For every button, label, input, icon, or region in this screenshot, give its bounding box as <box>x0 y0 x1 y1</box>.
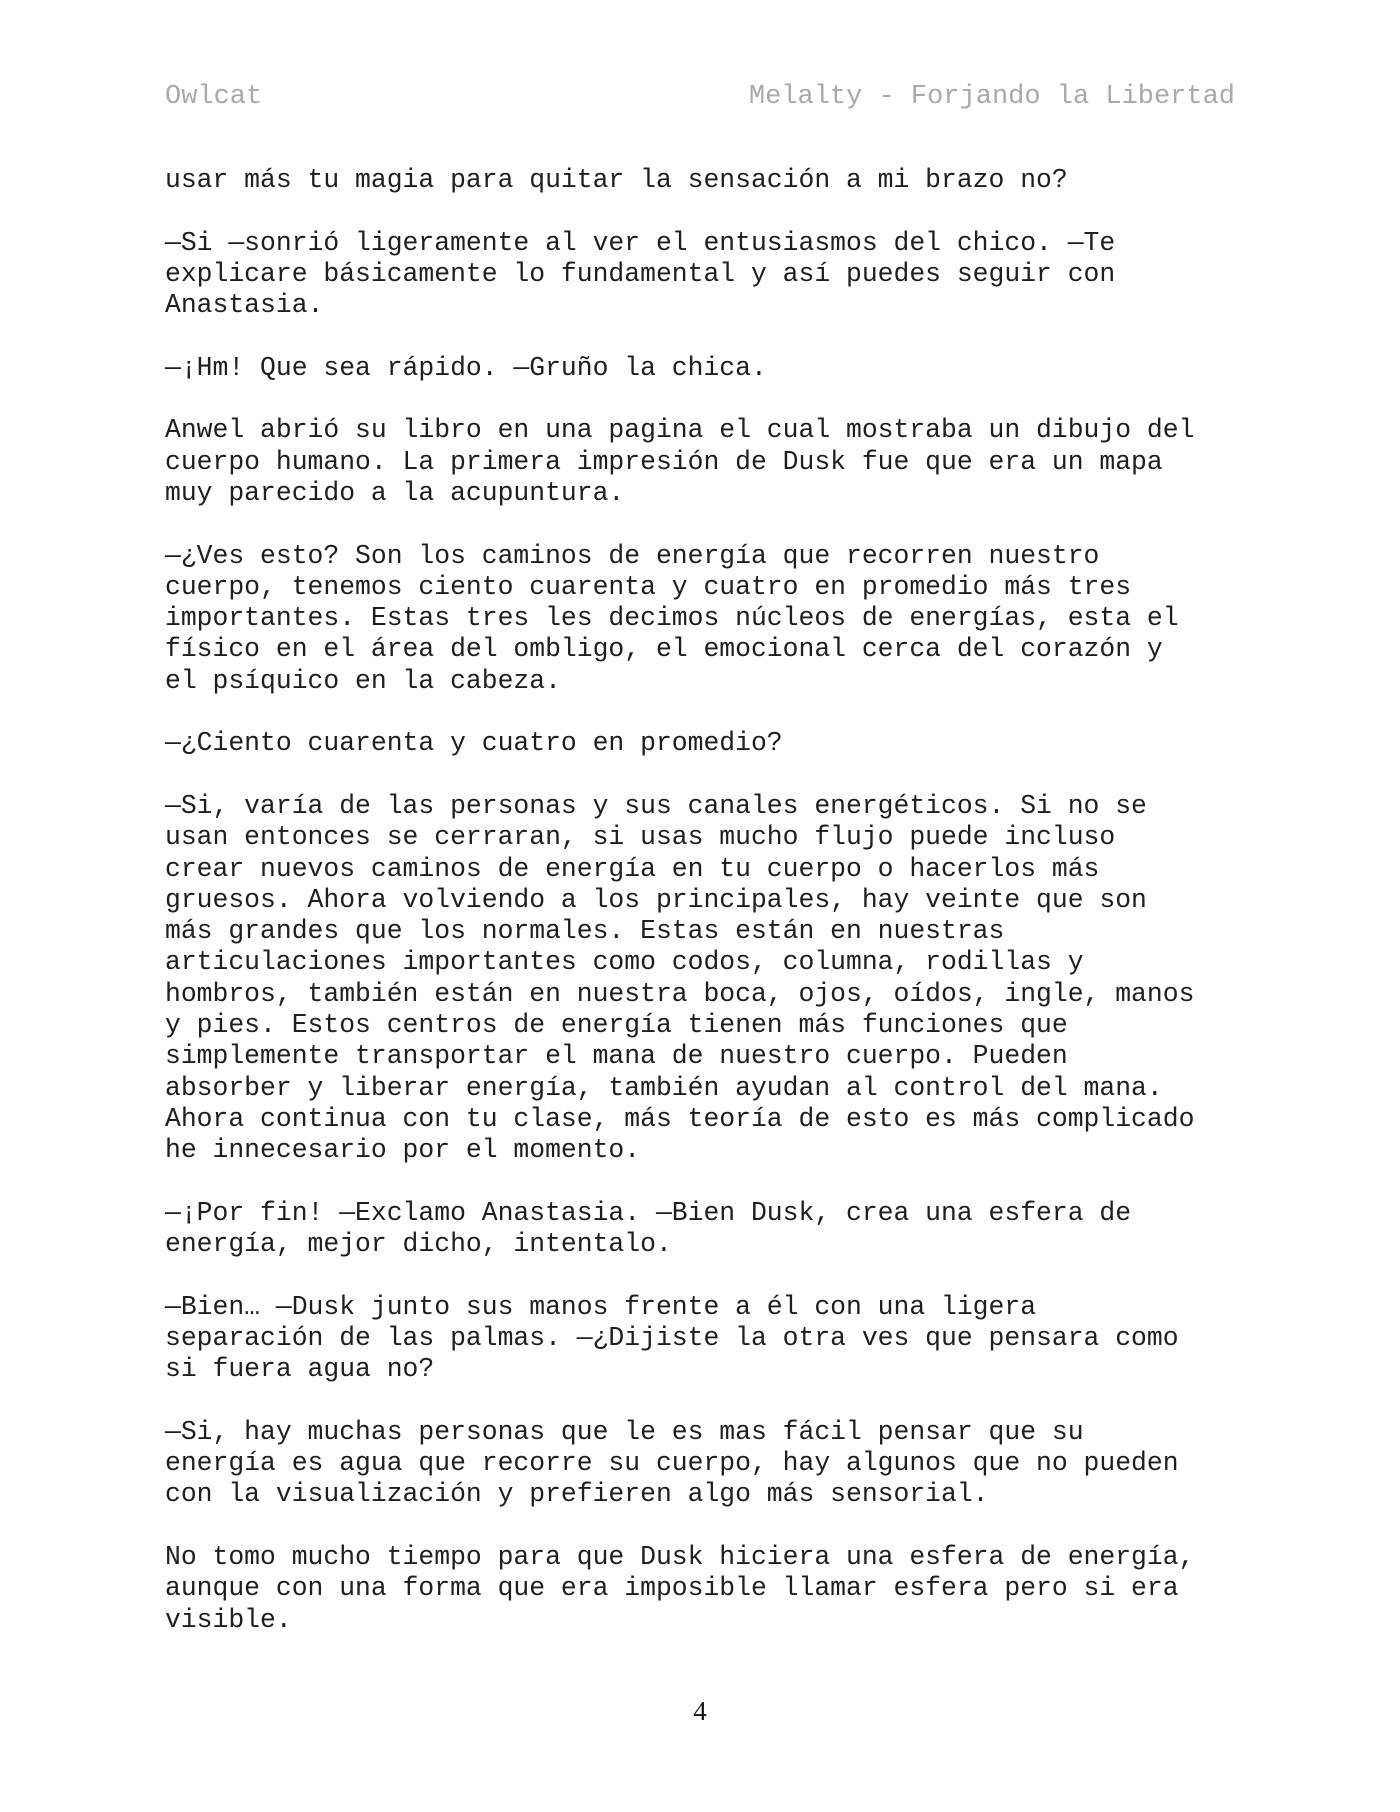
text-line: importantes. Estas tres les decimos núcleos de energías, esta el <box>165 603 1179 634</box>
text-line: absorber y liberar energía, también ayudan al control del mana. <box>165 1072 1163 1103</box>
text-line: cuerpo humano. La primera impresión de Dusk fue que era un mapa <box>165 446 1163 477</box>
text-line: articulaciones importantes como codos, columna, rodillas y <box>165 947 1084 978</box>
paragraph <box>165 791 1245 1167</box>
text-line: cuerpo, tenemos ciento cuarenta y cuatro en promedio más tres <box>165 571 1132 602</box>
text-line: el psíquico en la cabeza. <box>165 665 561 696</box>
body-text <box>165 165 1245 1667</box>
paragraph <box>165 1417 1245 1511</box>
text-line: —¿Ves esto? Son los caminos de energía que recorren nuestro <box>165 540 1100 571</box>
paragraph <box>165 728 1245 759</box>
text-line: muy parecido a la acupuntura. <box>165 477 625 508</box>
text-line: Ahora continua con tu clase, más teoría de esto es más complicado <box>165 1103 1195 1134</box>
header-title: Melalty - Forjando la Libertad <box>748 82 1235 112</box>
text-line: aunque con una forma que era imposible llamar esfera pero si era <box>165 1573 1179 1604</box>
paragraph <box>165 415 1245 509</box>
text-line: explicare básicamente lo fundamental y así puedes seguir con <box>165 258 1116 289</box>
paragraph <box>165 541 1245 697</box>
text-line: —¡Hm! Que sea rápido. —Gruño la chica. <box>165 352 767 383</box>
header-author: Owlcat <box>165 82 263 112</box>
text-line: —¿Ciento cuarenta y cuatro en promedio? <box>165 728 783 759</box>
text-line: Anwel abrió su libro en una pagina el cual mostraba un dibujo del <box>165 415 1195 446</box>
text-line: No tomo mucho tiempo para que Dusk hiciera una esfera de energía, <box>165 1542 1195 1573</box>
text-line: usar más tu magia para quitar la sensación a mi brazo no? <box>165 165 1068 195</box>
text-line: visible. <box>165 1604 292 1635</box>
page-number: 4 <box>693 1696 707 1726</box>
text-line: y pies. Estos centros de energía tienen más funciones que <box>165 1010 1068 1041</box>
paragraph <box>165 1292 1245 1386</box>
text-line: energía, mejor dicho, intentalo. <box>165 1229 672 1260</box>
paragraph <box>165 1542 1245 1636</box>
text-line: Anastasia. <box>165 290 324 321</box>
text-line: gruesos. Ahora volviendo a los principales, hay veinte que son <box>165 884 1147 915</box>
text-line: usan entonces se cerraran, si usas mucho flujo puede incluso <box>165 822 1116 853</box>
text-line: si fuera agua no? <box>165 1354 435 1385</box>
paragraph <box>165 228 1245 322</box>
text-line: —Si, varía de las personas y sus canales energéticos. Si no se <box>165 790 1147 821</box>
text-line: simplemente transportar el mana de nuestro cuerpo. Pueden <box>165 1041 1068 1072</box>
text-line: físico en el área del ombligo, el emocional cerca del corazón y <box>165 634 1163 665</box>
paragraph <box>165 165 1245 196</box>
text-line: —Si —sonrió ligeramente al ver el entusiasmos del chico. —Te <box>165 227 1116 258</box>
text-line: con la visualización y prefieren algo más sensorial. <box>165 1479 989 1510</box>
text-line: —Si, hay muchas personas que le es mas fácil pensar que su <box>165 1416 1084 1447</box>
text-line: —Bien… —Dusk junto sus manos frente a él con una ligera <box>165 1291 1037 1322</box>
text-line: energía es agua que recorre su cuerpo, hay algunos que no pueden <box>165 1448 1179 1479</box>
text-line: más grandes que los normales. Estas están en nuestras <box>165 916 1005 947</box>
text-line: crear nuevos caminos de energía en tu cuerpo o hacerlos más <box>165 853 1100 884</box>
running-header <box>165 82 1235 118</box>
paragraph <box>165 1198 1245 1261</box>
text-line: hombros, también están en nuestra boca, ojos, oídos, ingle, manos <box>165 978 1195 1009</box>
text-line: —¡Por fin! —Exclamo Anastasia. —Bien Dusk, crea una esfera de <box>165 1197 1132 1228</box>
text-line: separación de las palmas. —¿Dijiste la otra ves que pensara como <box>165 1322 1179 1353</box>
text-line: he innecesario por el momento. <box>165 1135 641 1166</box>
paragraph <box>165 353 1245 384</box>
